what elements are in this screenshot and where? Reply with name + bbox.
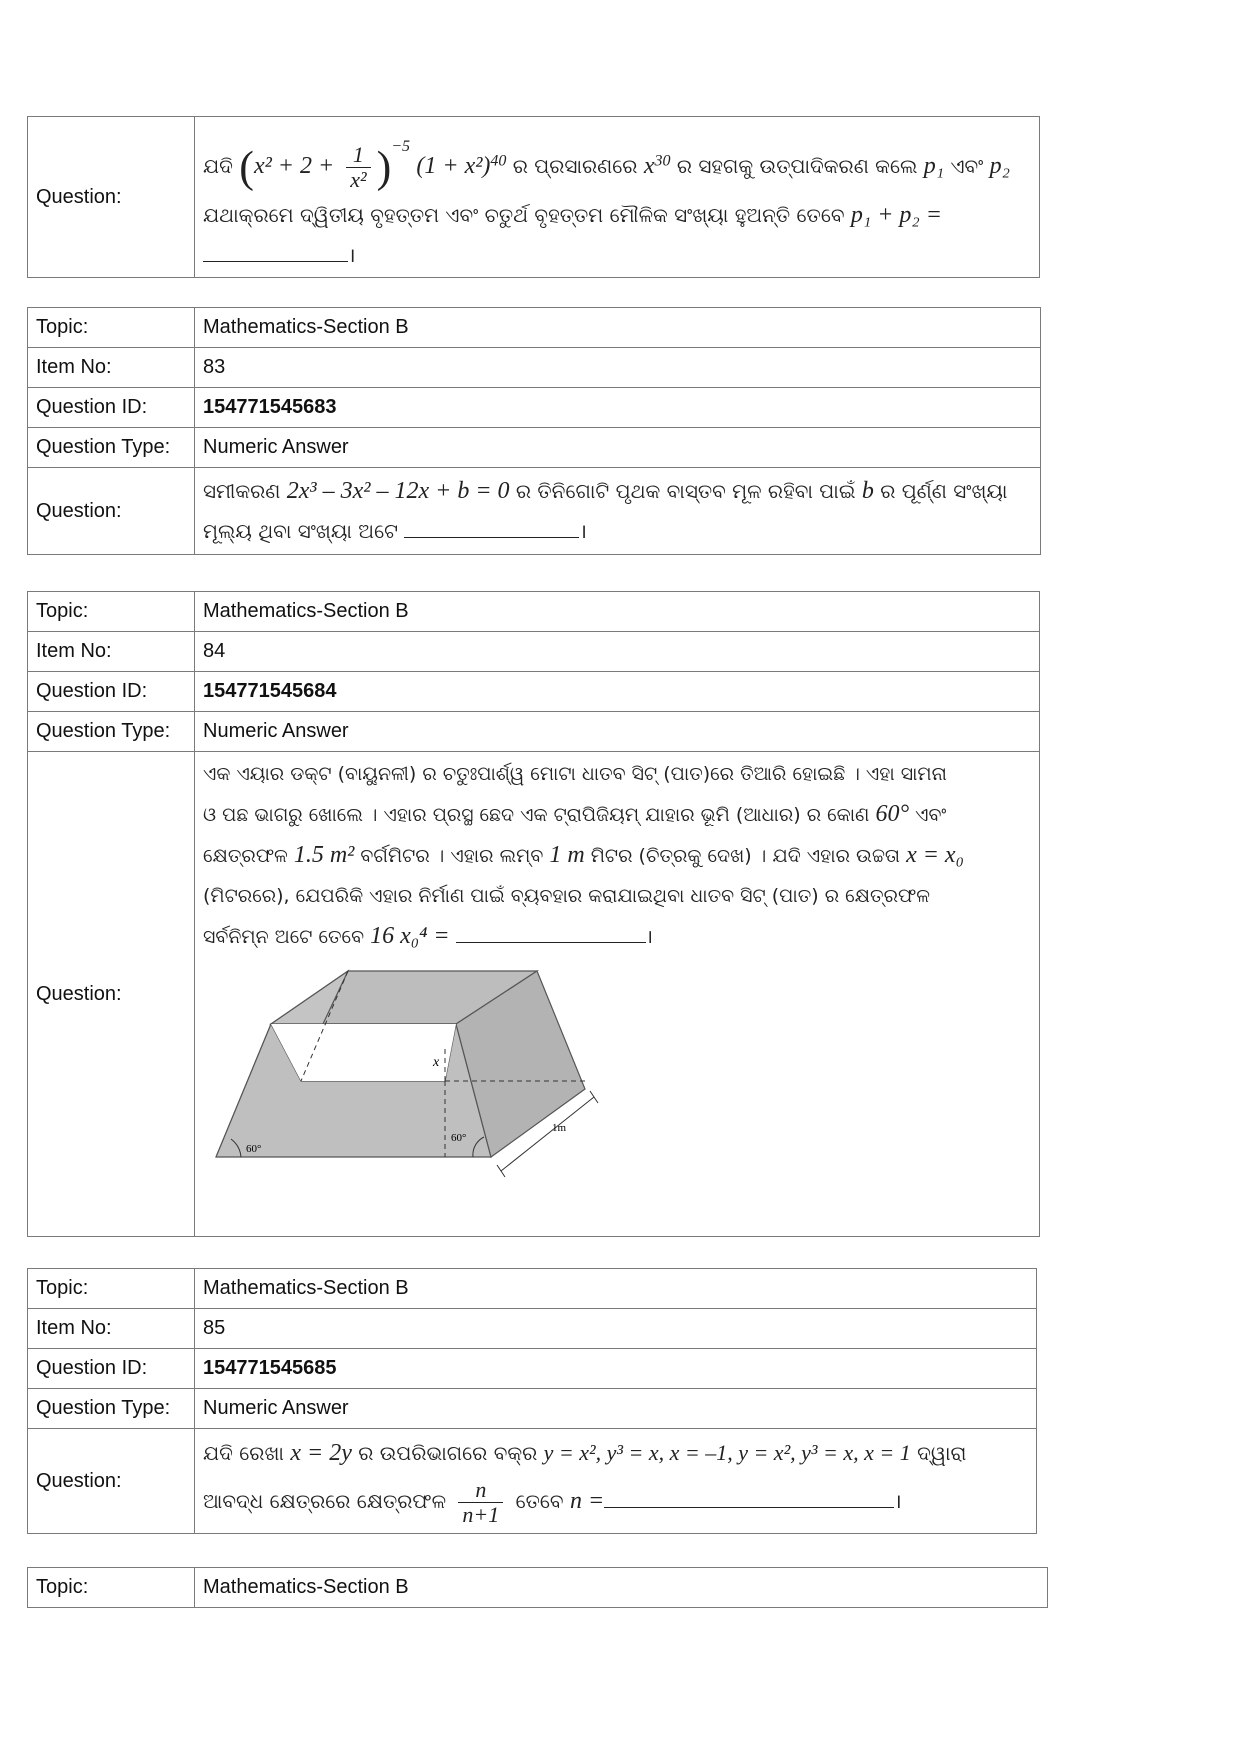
question-table-83 [27, 307, 1041, 555]
answer-blank [404, 515, 579, 538]
topic-value: Mathematics-Section B [195, 1269, 1037, 1309]
fraction-numerator: n [458, 1478, 503, 1503]
topic-label: Topic: [28, 308, 195, 348]
paren: ) [376, 142, 392, 192]
question-label: Question: [28, 468, 195, 555]
text-segment: ଯଥାକ୍ରମେ ଦ୍ୱିତୀୟ ବୃହତ୍ତମ ଏବଂ ଚତୁର୍ଥ ବୃହତ୍ତମ ମୌଳିକ ସଂଖ୍ୟା ହୁଅନ୍ତି ତେବେ [203, 203, 845, 228]
row-question [28, 752, 1040, 1237]
math-expr: 1 m [549, 842, 585, 868]
exponent: 30 [654, 152, 671, 170]
text-segment: ସମୀକରଣ [203, 479, 281, 503]
text-segment: ଯଦି ରେଖା [203, 1441, 284, 1465]
fraction [458, 1478, 503, 1527]
text-segment: (ମିଟରରେ), ଯେପରିକି ଏହାର ନିର୍ମାଣ ପାଇଁ ବ୍ୟବହାର କରାଯାଇଥିବା ଧାତବ ସିଟ୍ (ପାତ) ର କ୍ଷେତ୍ରଫଳ [203, 885, 930, 907]
text-segment: ମିଟର (ଚିତ୍ରକୁ ଦେଖ) । ଯଦି ଏହାର ଉଚ୍ଚତା [590, 845, 901, 867]
math-expr: p₁ [923, 152, 945, 179]
question-label: Question: [28, 1429, 195, 1534]
length-label: 1m [552, 1122, 567, 1134]
text-segment: ସର୍ବନିମ୍ନ ଅଟେ ତେବେ [203, 926, 365, 948]
math-expr: b [861, 478, 874, 504]
math-expr: (1 + x²) [416, 152, 491, 179]
question-id-value: 154771545685 [195, 1349, 1037, 1389]
question-table-85 [27, 1268, 1037, 1534]
height-label-x: x [433, 1055, 440, 1070]
row-question [28, 468, 1041, 555]
question-id-label: Question ID: [28, 1349, 195, 1389]
angle-label-right: 60° [451, 1132, 467, 1144]
question-table-86 [27, 1567, 1048, 1608]
row-question-type [28, 712, 1040, 752]
topic-value: Mathematics-Section B [195, 1568, 1048, 1608]
math-expr: p₂ [989, 152, 1010, 179]
angle-label-left: 60° [246, 1143, 262, 1155]
row-topic [28, 308, 1041, 348]
fraction-denominator: n+1 [462, 1502, 500, 1527]
answer-blank [203, 239, 348, 262]
question-table-82 [27, 116, 1040, 278]
math-expr: 60° [875, 801, 910, 827]
math-expr: n = [569, 1488, 605, 1514]
row-item-no [28, 1309, 1037, 1349]
question-label: Question: [28, 752, 195, 1237]
question-text [195, 117, 1040, 278]
question-id-value: 154771545683 [195, 388, 1041, 428]
topic-value: Mathematics-Section B [195, 592, 1040, 632]
math-expr: x = x₀ [906, 842, 964, 868]
question-table-84 [27, 591, 1040, 1237]
text-segment: । [894, 1489, 902, 1513]
duct-opening-inner [271, 1024, 456, 1081]
text-segment: ତେବେ [515, 1489, 564, 1513]
item-no-label: Item No: [28, 348, 195, 388]
row-item-no [28, 632, 1040, 672]
text-segment: ଆବଦ୍ଧ କ୍ଷେତ୍ରରେ କ୍ଷେତ୍ରଫଳ [203, 1489, 447, 1513]
text-segment: ବର୍ଗମିଟର । ଏହାର ଲମ୍ବ [360, 845, 544, 867]
text-segment: ର ଉପରିଭାଗରେ ବକ୍ର [358, 1441, 538, 1465]
text-segment: ଓ ପଛ ଭାଗରୁ ଖୋଲେ । ଏହାର ପ୍ରସ୍ଥ ଛେଦ ଏକ ଟ୍ରାପିଜିୟମ୍ ଯାହାର ଭୂମି (ଆଧାର) ର କୋଣ [203, 804, 870, 826]
row-topic [28, 1568, 1048, 1608]
row-question-id [28, 672, 1040, 712]
row-question-type [28, 428, 1041, 468]
row-question-type [28, 1389, 1037, 1429]
question-type-label: Question Type: [28, 712, 195, 752]
answer-blank [456, 920, 646, 943]
row-topic [28, 1269, 1037, 1309]
question-label: Question: [28, 117, 195, 278]
math-expr: 1.5 m² [293, 842, 355, 868]
question-id-value: 154771545684 [195, 672, 1040, 712]
item-no-label: Item No: [28, 1309, 195, 1349]
fraction-numerator: 1 [346, 143, 370, 168]
math-expr: x [643, 152, 655, 179]
row-topic [28, 592, 1040, 632]
row-item-no [28, 348, 1041, 388]
fraction [346, 143, 370, 192]
question-text [195, 752, 1040, 1237]
topic-label: Topic: [28, 592, 195, 632]
text-segment: ମୂଲ୍ୟ ଥିବା ସଂଖ୍ୟା ଅଟେ [203, 519, 398, 543]
item-no-value: 83 [195, 348, 1041, 388]
paren: ( [239, 142, 254, 192]
question-type-value: Numeric Answer [195, 712, 1040, 752]
item-no-value: 84 [195, 632, 1040, 672]
item-no-value: 85 [195, 1309, 1037, 1349]
question-type-label: Question Type: [28, 428, 195, 468]
row-question [28, 1429, 1037, 1534]
topic-label: Topic: [28, 1568, 195, 1608]
row-question-id [28, 388, 1041, 428]
dimension-tick [497, 1165, 505, 1177]
row-question-id [28, 1349, 1037, 1389]
text-segment: । [348, 243, 356, 268]
text-segment: ଏବଂ [950, 153, 984, 178]
math-expr: y = x², y³ = x, x = –1, y = x², y³ = x, x = 1 [543, 1440, 911, 1465]
question-id-label: Question ID: [28, 672, 195, 712]
fraction-denominator: x² [350, 166, 367, 192]
question-type-label: Question Type: [28, 1389, 195, 1429]
question-type-value: Numeric Answer [195, 1389, 1037, 1429]
exponent: −5 [391, 137, 411, 155]
question-text [195, 1429, 1037, 1534]
text-segment: ର ସହଗକୁ ଉତ୍ପାଦିକରଣ କଲେ [676, 153, 918, 178]
math-expr: p₁ + p₂ = [850, 202, 942, 229]
dimension-tick [590, 1091, 598, 1103]
text-segment: ଏକ ଏୟାର ଡକ୍ଟ (ବାୟୁନଳୀ) ର ଚତୁଃପାର୍ଶ୍ୱ ମୋଟା ଧାତବ ସିଟ୍ (ପାତ)ରେ ତିଆରି ହୋଇଛି । ଏହା ସାମନା [203, 763, 947, 785]
text-segment: ର ପ୍ରସାରଣରେ [512, 153, 638, 178]
math-expr: 16 x₀⁴ = [370, 923, 450, 949]
math-expr: x = 2y [290, 1440, 352, 1466]
topic-value: Mathematics-Section B [195, 308, 1041, 348]
text-segment: ଯଦି [203, 153, 233, 178]
text-segment: କ୍ଷେତ୍ରଫଳ [203, 845, 288, 867]
trapezoid-duct-figure [211, 969, 611, 1199]
answer-blank [604, 1485, 894, 1508]
topic-label: Topic: [28, 1269, 195, 1309]
item-no-label: Item No: [28, 632, 195, 672]
text-segment: ର ପୂର୍ଣ୍ଣ ସଂଖ୍ୟା [880, 479, 1008, 503]
equation: 2x³ – 3x² – 12x + b = 0 [286, 478, 510, 504]
math-expr: x² + 2 + [253, 152, 341, 179]
question-id-label: Question ID: [28, 388, 195, 428]
question-type-value: Numeric Answer [195, 428, 1041, 468]
question-text [195, 468, 1041, 555]
text-segment: । [645, 926, 653, 948]
text-segment: । [579, 519, 587, 543]
exponent: 40 [490, 152, 507, 170]
text-segment: ଦ୍ୱାରା [917, 1441, 967, 1465]
text-segment: ଏବଂ [915, 804, 947, 826]
text-segment: ର ତିନିଗୋଟି ପୃଥକ ବାସ୍ତବ ମୂଳ ରହିବା ପାଇଁ [515, 479, 856, 503]
